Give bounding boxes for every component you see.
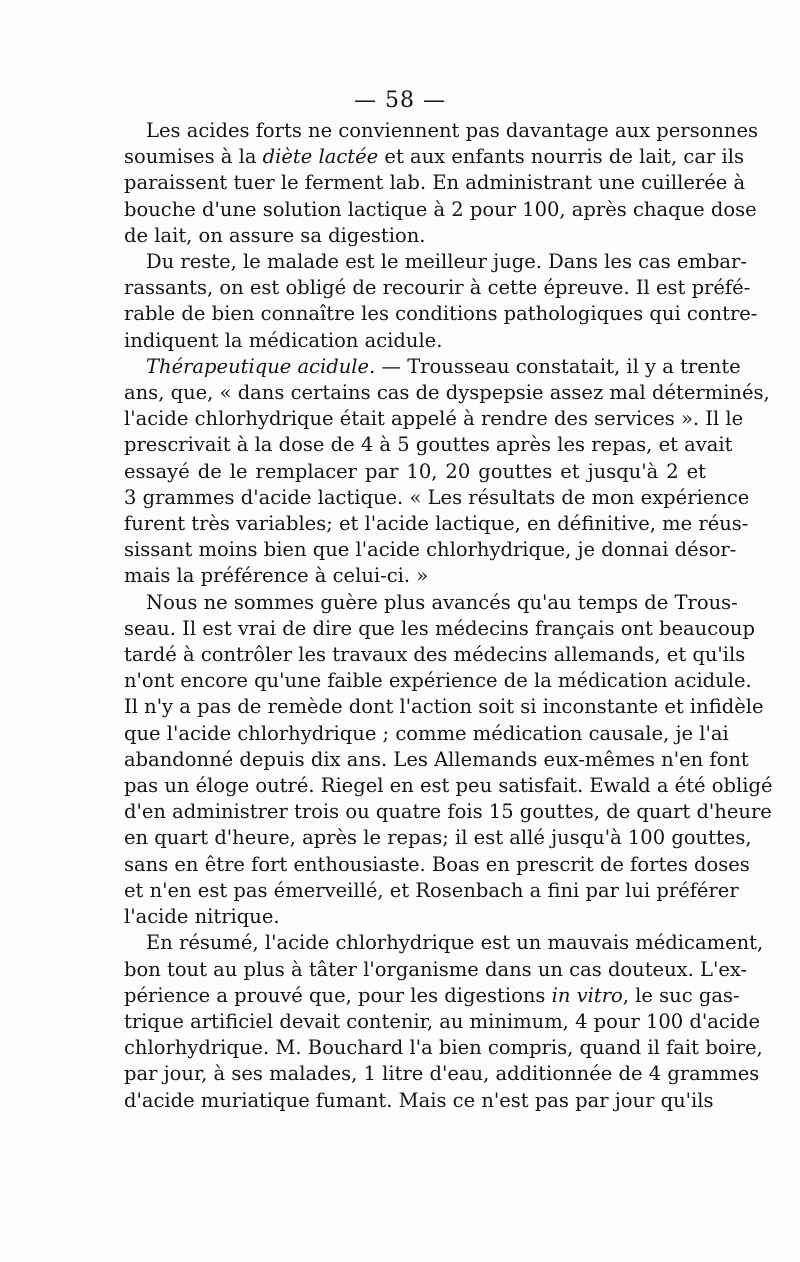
text-run: l'acide nitrique. <box>124 905 280 929</box>
paragraph <box>124 249 758 354</box>
text-run: sans en être fort enthousiaste. Boas en prescrit de fortes doses <box>124 852 750 876</box>
text-line <box>124 642 746 668</box>
text-line <box>124 485 750 511</box>
body-text <box>124 118 773 1114</box>
text-run: l'acide chlorhydrique était appelé à rendre des services ». Il le <box>124 407 744 431</box>
text-run: Nous ne sommes guère plus avancés qu'au temps de Trous- <box>146 590 738 614</box>
text-line <box>124 721 729 747</box>
text-line <box>124 354 741 380</box>
text-run: et n'en est pas émerveillé, et Rosenbach a fini par lui préférer <box>124 878 739 902</box>
text-line <box>124 747 749 773</box>
text-run: n'ont encore qu'une faible expérience de la médication acidule. <box>124 669 752 693</box>
text-line <box>124 118 759 144</box>
text-line <box>124 328 706 354</box>
paragraph <box>124 118 759 249</box>
text-line <box>124 1061 760 1087</box>
text-line <box>124 432 733 458</box>
text-line <box>124 616 755 642</box>
text-run: trique artificiel devait contenir, au minimum, 4 pour 100 d'acide <box>124 1009 761 1033</box>
text-line <box>124 825 752 851</box>
text-run: en quart d'heure, après le repas; il est allé jusqu'à 100 gouttes, <box>124 826 752 850</box>
text-line <box>124 668 752 694</box>
paragraph <box>124 590 773 931</box>
text-run: , le suc gas- <box>622 983 740 1007</box>
text-line <box>124 904 706 930</box>
text-run: sissant moins bien que l'acide chlorhydrique, je donnai désor- <box>124 538 737 562</box>
text-run: furent très variables; et l'acide lactique, en définitive, me réus- <box>124 512 749 536</box>
paragraph <box>124 930 764 1113</box>
text-run: — Trousseau constatait, il y a trente <box>375 354 741 378</box>
text-line <box>124 1088 714 1114</box>
text-line <box>124 1035 763 1061</box>
text-line <box>124 694 764 720</box>
text-line <box>124 275 751 301</box>
text-run: Il n'y a pas de remède dont l'action soit si inconstante et infidèle <box>124 695 764 719</box>
text-line <box>124 590 738 616</box>
text-run: d'acide muriatique fumant. Mais ce n'est pas par jour qu'ils <box>124 1088 714 1112</box>
text-line <box>124 223 706 249</box>
text-run: mais la préférence à celui-ci. » <box>124 564 429 588</box>
text-line <box>124 983 740 1009</box>
text-run: rable de bien connaître les conditions pathologiques qui contre- <box>124 302 758 326</box>
text-line <box>124 878 739 904</box>
text-line <box>124 197 757 223</box>
text-run: soumises à la <box>124 145 263 169</box>
text-run: chlorhydrique. M. Bouchard l'a bien compris, quand il fait boire, <box>124 1036 763 1060</box>
text-run: d'en administrer trois ou quatre fois 15 gouttes, de quart d'heure <box>124 800 772 824</box>
text-run: périence a prouvé que, pour les digestions <box>124 983 552 1007</box>
page-number: — 58 — <box>354 88 446 113</box>
text-run: Thérapeutique acidule. <box>146 354 376 378</box>
text-line <box>124 1009 761 1035</box>
text-line <box>124 563 706 589</box>
text-run: in vitro <box>551 983 623 1007</box>
text-run: seau. Il est vrai de dire que les médecins français ont beaucoup <box>124 616 755 640</box>
text-run: 3 grammes d'acide lactique. « Les résultats de mon expérience <box>124 485 750 509</box>
text-run: Du reste, le malade est le meilleur juge. Dans les cas embar- <box>146 250 747 274</box>
text-line <box>124 799 772 825</box>
text-line <box>124 511 749 537</box>
text-line <box>124 537 737 563</box>
text-line <box>124 930 764 956</box>
text-run: Les acides forts ne conviennent pas davantage aux personnes <box>146 119 759 142</box>
text-line <box>124 301 758 327</box>
text-line <box>124 459 706 485</box>
text-run: prescrivait à la dose de 4 à 5 gouttes après les repas, et avait <box>124 433 733 457</box>
text-line <box>124 144 744 170</box>
text-run: indiquent la médication acidule. <box>124 328 443 352</box>
text-line <box>124 957 748 983</box>
text-run: de lait, on assure sa digestion. <box>124 223 426 247</box>
text-run: tardé à contrôler les travaux des médecins allemands, et qu'ils <box>124 643 746 667</box>
text-run: bon tout au plus à tâter l'organisme dans un cas douteux. L'ex- <box>124 957 748 981</box>
text-run: et aux enfants nourris de lait, car ils <box>378 145 744 169</box>
text-run: pas un éloge outré. Riegel en est peu satisfait. Ewald a été obligé <box>124 774 773 798</box>
paragraph <box>124 354 770 590</box>
text-line <box>124 406 744 432</box>
text-run: bouche d'une solution lactique à 2 pour 100, après chaque dose <box>124 197 757 221</box>
text-run: ans, que, « dans certains cas de dyspepsie assez mal déterminés, <box>124 381 770 405</box>
text-line <box>124 170 746 196</box>
text-run: que l'acide chlorhydrique ; comme médication causale, je l'ai <box>124 721 729 745</box>
text-run: En résumé, l'acide chlorhydrique est un mauvais médicament, <box>146 931 764 955</box>
text-line <box>124 249 747 275</box>
text-run: par jour, à ses malades, 1 litre d'eau, additionnée de 4 grammes <box>124 1062 760 1086</box>
text-line <box>124 852 750 878</box>
text-line <box>124 773 773 799</box>
text-run: abandonné depuis dix ans. Les Allemands eux-mêmes n'en font <box>124 747 749 771</box>
text-line <box>124 380 770 406</box>
text-run: essayé de le remplacer par 10, 20 gouttes et jusqu'à 2 et <box>124 459 706 483</box>
text-run: rassants, on est obligé de recourir à cette épreuve. Il est préfé- <box>124 276 751 300</box>
text-run: diète lactée <box>262 145 379 169</box>
text-run: paraissent tuer le ferment lab. En administrant une cuillerée à <box>124 171 746 195</box>
